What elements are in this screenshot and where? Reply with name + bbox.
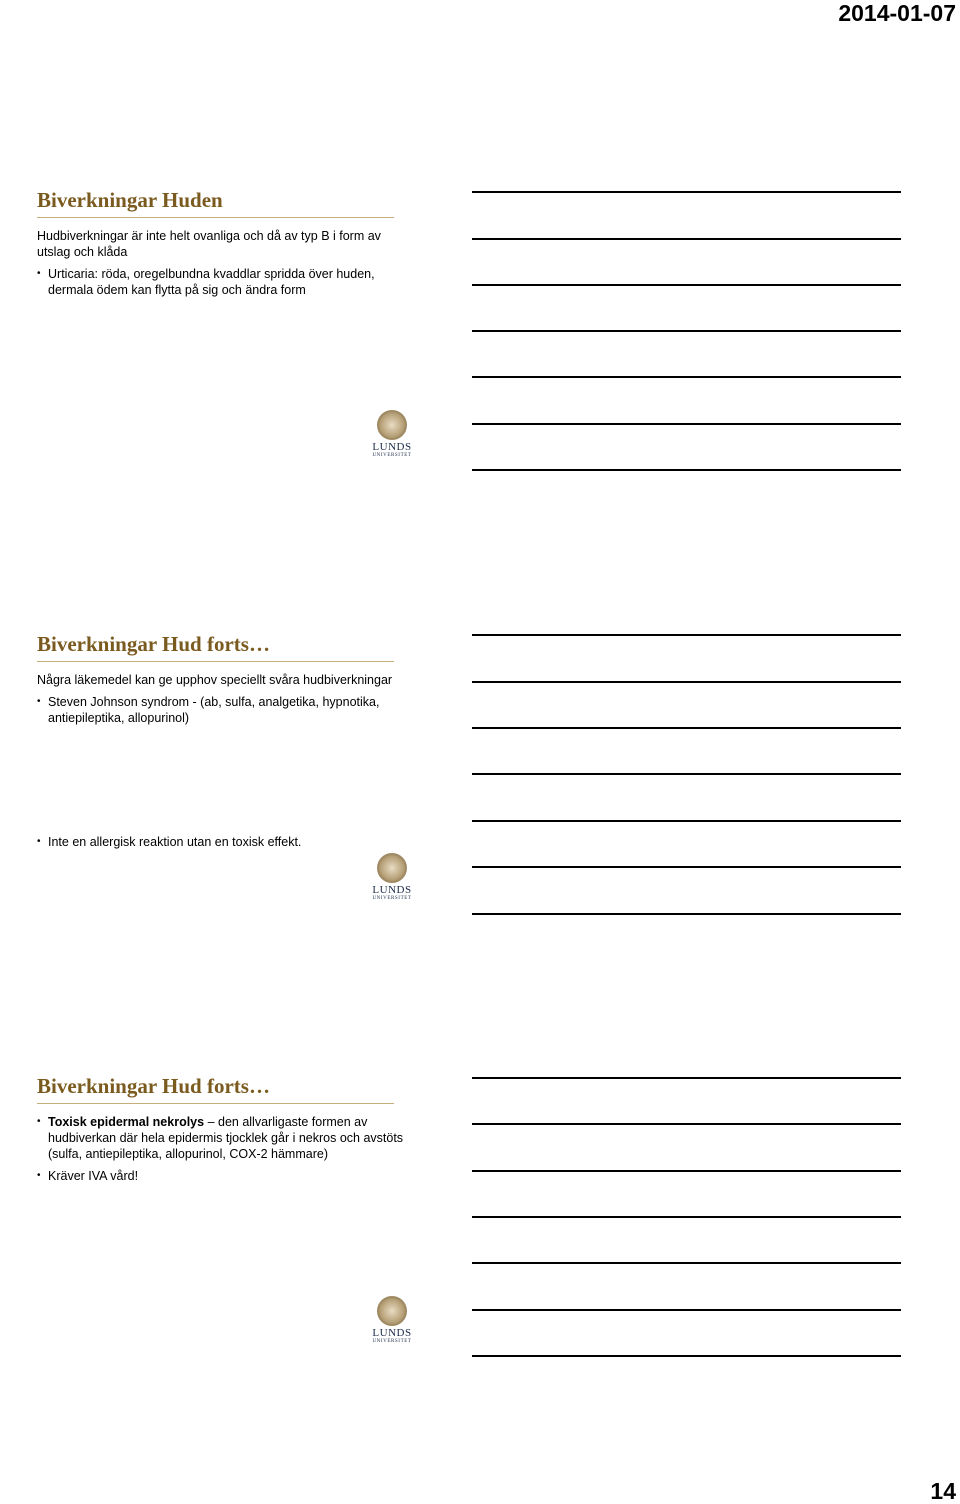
note-line xyxy=(472,1309,901,1311)
note-line xyxy=(472,1123,901,1125)
logo-name: LUNDS xyxy=(372,1327,412,1339)
slide-1-title-bold: Huden xyxy=(162,188,223,212)
slide-3-bullet-1-rest: – den allvarligaste formen av hudbiverkan där hela epidermis tjocklek går i nekros och avstöts (sulfa, antiepileptika, allopurinol, COX-2 hämmare) xyxy=(48,1115,404,1161)
note-line xyxy=(472,727,901,729)
university-seal-icon xyxy=(377,853,407,883)
note-line xyxy=(472,284,901,286)
slide-3 xyxy=(37,1074,407,1374)
note-line xyxy=(472,866,901,868)
note-line xyxy=(472,238,901,240)
logo-subtitle: UNIVERSITET xyxy=(372,1339,412,1344)
lund-university-logo xyxy=(372,853,412,903)
note-line xyxy=(472,1262,901,1264)
note-line xyxy=(472,773,901,775)
slide-2 xyxy=(37,632,407,932)
page-date: 2014-01-07 xyxy=(838,0,956,26)
slide-1-bullet-1: • Urticaria: röda, oregelbundna kvaddlar spridda över huden, dermala ödem kan flytta på sig och ändra form xyxy=(37,266,407,298)
logo-subtitle: UNIVERSITET xyxy=(372,896,412,901)
slide-1-intro: Hudbiverkningar är inte helt ovanliga och då av typ B i form av utslag och klåda xyxy=(37,229,381,259)
note-line xyxy=(472,423,901,425)
note-line xyxy=(472,376,901,378)
logo-subtitle: UNIVERSITET xyxy=(372,453,412,458)
page-number: 14 xyxy=(930,1478,956,1504)
logo-name: LUNDS xyxy=(372,441,412,453)
slide-2-bullet-2: • Inte en allergisk reaktion utan en toxisk effekt. xyxy=(37,834,407,850)
university-seal-icon xyxy=(377,1296,407,1326)
slide-1 xyxy=(37,188,407,488)
slide-3-bullet-1-lead: Toxisk epidermal nekrolys xyxy=(48,1115,205,1129)
slide-1-bullets xyxy=(37,266,407,298)
note-line xyxy=(472,913,901,915)
university-seal-icon xyxy=(377,410,407,440)
note-line xyxy=(472,820,901,822)
slide-1-title-regular: Biverkningar xyxy=(37,188,163,212)
slide-3-bullets xyxy=(37,1114,407,1184)
logo-name: LUNDS xyxy=(372,884,412,896)
slide-2-title: Biverkningar Hud forts… xyxy=(37,632,394,662)
slide-3-bullet-2: • Kräver IVA vård! xyxy=(37,1168,407,1184)
slide-2-bullet-1: • Steven Johnson syndrom - (ab, sulfa, analgetika, hypnotika, antiepileptika, allopurinol) xyxy=(37,694,407,726)
note-line xyxy=(472,191,901,193)
slide-3-bullet-1 xyxy=(37,1114,407,1162)
slide-1-title xyxy=(37,188,394,218)
note-line xyxy=(472,1216,901,1218)
slide-3-body xyxy=(37,1114,407,1184)
note-line xyxy=(472,1355,901,1357)
note-line xyxy=(472,469,901,471)
note-line xyxy=(472,681,901,683)
lund-university-logo xyxy=(372,410,412,460)
lund-university-logo xyxy=(372,1296,412,1346)
slide-3-title: Biverkningar Hud forts… xyxy=(37,1074,394,1104)
slide-1-body xyxy=(37,228,407,298)
slide-2-intro: Några läkemedel kan ge upphov speciellt svåra hudbiverkningar xyxy=(37,673,393,687)
slide-2-body xyxy=(37,672,407,850)
note-line xyxy=(472,634,901,636)
note-line xyxy=(472,1170,901,1172)
note-line xyxy=(472,330,901,332)
slide-2-bullets xyxy=(37,694,407,850)
note-line xyxy=(472,1077,901,1079)
